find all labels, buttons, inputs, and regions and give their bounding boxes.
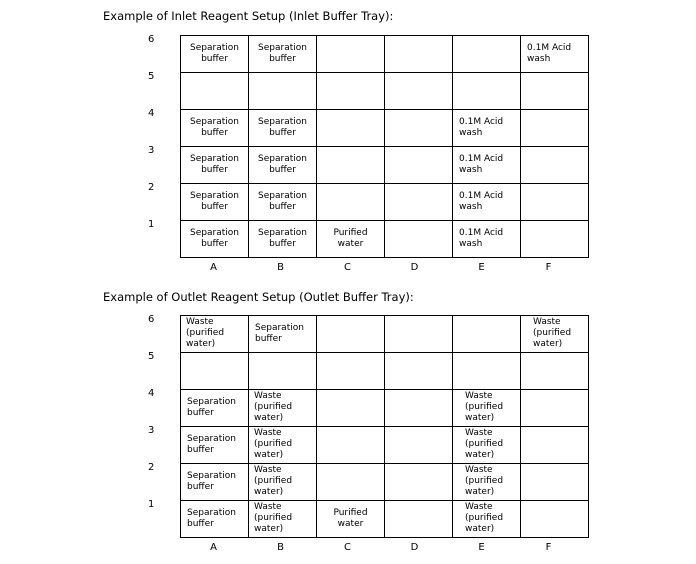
- cell-content: [181, 110, 248, 146]
- outlet-column-label: F: [545, 542, 552, 553]
- cell-content: [453, 464, 520, 501]
- cell-text: Waste (purified water): [254, 501, 293, 534]
- cell-text: Separation buffer: [190, 154, 239, 175]
- cell-content: [453, 221, 520, 257]
- cell-content: [453, 390, 520, 427]
- inlet-cell-a6: [181, 36, 249, 73]
- cell-content: [181, 501, 248, 537]
- inlet-cell-d4: [385, 110, 453, 147]
- cell-content: [249, 221, 316, 257]
- cell-content: [317, 353, 384, 389]
- cell-content: [181, 427, 248, 463]
- inlet-cell-a2: [181, 184, 249, 221]
- outlet-cell-c4: [317, 390, 385, 427]
- outlet-cell-c3: [317, 427, 385, 464]
- outlet-grid-row: [181, 501, 589, 538]
- outlet-row-labels: [148, 315, 158, 537]
- outlet-row-label: 1: [148, 499, 155, 510]
- inlet-cell-d3: [385, 147, 453, 184]
- inlet-cell-c4: [317, 110, 385, 147]
- inlet-cell-a3: [181, 147, 249, 184]
- cell-content: [181, 73, 248, 109]
- inlet-cell-d1: [385, 221, 453, 258]
- cell-text: Purified water: [333, 508, 368, 529]
- outlet-cell-d4: [385, 390, 453, 427]
- outlet-row-label: 4: [148, 388, 155, 399]
- outlet-cell-a2: [181, 464, 249, 501]
- outlet-column-label: C: [344, 542, 351, 553]
- cell-text: Separation buffer: [258, 43, 307, 64]
- cell-content: [521, 390, 588, 427]
- inlet-cell-b1: [249, 221, 317, 258]
- cell-content: [453, 427, 520, 464]
- outlet-column-label: D: [410, 542, 419, 553]
- inlet-cell-e5: [453, 73, 521, 110]
- inlet-cell-c1: [317, 221, 385, 258]
- cell-content: [181, 36, 248, 72]
- inlet-cell-f4: [521, 110, 589, 147]
- outlet-cell-e4: [453, 390, 521, 427]
- inlet-grid-row: [181, 147, 589, 184]
- inlet-cell-b6: [249, 36, 317, 73]
- cell-content: [181, 464, 248, 500]
- inlet-row-label: 6: [148, 34, 155, 45]
- outlet-cell-f6: [521, 316, 589, 353]
- cell-content: [317, 221, 384, 257]
- inlet-grid-row: [181, 221, 589, 258]
- cell-text: Waste (purified water): [465, 390, 504, 423]
- cell-content: [181, 353, 248, 389]
- inlet-row-label: 4: [148, 108, 155, 119]
- cell-text: Separation buffer: [190, 43, 239, 64]
- cell-text: Waste (purified water): [465, 501, 504, 534]
- cell-content: [317, 464, 384, 500]
- cell-content: [249, 427, 316, 464]
- cell-content: [181, 147, 248, 183]
- inlet-cell-e4: [453, 110, 521, 147]
- cell-text: Separation buffer: [190, 117, 239, 138]
- inlet-column-label: E: [478, 262, 485, 273]
- inlet-column-label: D: [410, 262, 419, 273]
- inlet-column-label: A: [210, 262, 217, 273]
- inlet-column-label: C: [344, 262, 351, 273]
- cell-text: Separation buffer: [187, 471, 236, 492]
- inlet-cell-c5: [317, 73, 385, 110]
- cell-text: 0.1M Acid wash: [459, 154, 504, 175]
- outlet-cell-c5: [317, 353, 385, 390]
- outlet-cell-f3: [521, 427, 589, 464]
- cell-content: [521, 36, 588, 72]
- outlet-cell-b2: [249, 464, 317, 501]
- outlet-grid-table: [180, 315, 589, 538]
- outlet-cell-a3: [181, 427, 249, 464]
- cell-content: [453, 36, 520, 72]
- inlet-cell-e2: [453, 184, 521, 221]
- outlet-cell-c2: [317, 464, 385, 501]
- inlet-grid-table: [180, 35, 589, 258]
- cell-text: Separation buffer: [258, 191, 307, 212]
- outlet-cell-d3: [385, 427, 453, 464]
- outlet-cell-f5: [521, 353, 589, 390]
- inlet-cell-c2: [317, 184, 385, 221]
- outlet-cell-b6: [249, 316, 317, 353]
- outlet-cell-f4: [521, 390, 589, 427]
- cell-text: Waste (purified water): [533, 316, 572, 349]
- inlet-grid-row: [181, 110, 589, 147]
- inlet-cell-f3: [521, 147, 589, 184]
- inlet-row-label: 5: [148, 71, 155, 82]
- cell-content: [249, 184, 316, 220]
- cell-content: [521, 464, 588, 501]
- inlet-row-label: 1: [148, 219, 155, 230]
- inlet-cell-c6: [317, 36, 385, 73]
- cell-content: [249, 316, 316, 352]
- cell-text: Waste (purified water): [254, 427, 293, 460]
- inlet-cell-f2: [521, 184, 589, 221]
- cell-content: [249, 110, 316, 146]
- cell-content: [181, 221, 248, 257]
- inlet-cell-b5: [249, 73, 317, 110]
- inlet-cell-b3: [249, 147, 317, 184]
- inlet-column-label: B: [277, 262, 284, 273]
- outlet-column-label: A: [210, 542, 217, 553]
- cell-content: [317, 147, 384, 183]
- outlet-cell-a1: [181, 501, 249, 538]
- cell-content: [521, 316, 588, 353]
- cell-text: 0.1M Acid wash: [459, 191, 504, 212]
- cell-content: [249, 501, 316, 538]
- cell-content: [385, 427, 452, 463]
- cell-content: [317, 316, 384, 352]
- cell-content: [385, 390, 452, 426]
- cell-content: [385, 147, 452, 183]
- outlet-cell-e1: [453, 501, 521, 538]
- inlet-grid-row: [181, 184, 589, 221]
- outlet-cell-a5: [181, 353, 249, 390]
- cell-content: [249, 147, 316, 183]
- cell-content: [317, 73, 384, 109]
- cell-content: [521, 73, 588, 109]
- outlet-cell-e2: [453, 464, 521, 501]
- cell-text: Waste (purified water): [254, 390, 293, 423]
- outlet-column-label: E: [478, 542, 485, 553]
- outlet-cell-d1: [385, 501, 453, 538]
- outlet-cell-d6: [385, 316, 453, 353]
- inlet-cell-e6: [453, 36, 521, 73]
- cell-text: Separation buffer: [190, 191, 239, 212]
- outlet-cell-f2: [521, 464, 589, 501]
- cell-content: [385, 464, 452, 500]
- cell-content: [385, 353, 452, 389]
- outlet-cell-b4: [249, 390, 317, 427]
- cell-text: Separation buffer: [258, 117, 307, 138]
- cell-text: Separation buffer: [190, 228, 239, 249]
- outlet-row-label: 3: [148, 425, 155, 436]
- cell-content: [181, 184, 248, 220]
- outlet-grid-row: [181, 353, 589, 390]
- inlet-grid-row: [181, 73, 589, 110]
- cell-content: [521, 221, 588, 257]
- outlet-row-label: 5: [148, 351, 155, 362]
- inlet-column-label: F: [545, 262, 552, 273]
- cell-content: [317, 110, 384, 146]
- cell-text: Waste (purified water): [465, 464, 504, 497]
- cell-content: [385, 36, 452, 72]
- cell-text: Waste (purified water): [186, 316, 225, 349]
- cell-content: [521, 147, 588, 183]
- cell-content: [385, 316, 452, 352]
- inlet-grid-row: [181, 36, 589, 73]
- inlet-cell-d2: [385, 184, 453, 221]
- outlet-column-labels: [180, 542, 582, 553]
- outlet-cell-e5: [453, 353, 521, 390]
- outlet-cell-f1: [521, 501, 589, 538]
- cell-text: Separation buffer: [258, 228, 307, 249]
- cell-content: [521, 353, 588, 390]
- outlet-grid-row: [181, 427, 589, 464]
- inlet-cell-b4: [249, 110, 317, 147]
- cell-text: 0.1M Acid wash: [527, 43, 572, 64]
- cell-content: [181, 316, 248, 353]
- cell-content: [385, 184, 452, 220]
- cell-content: [453, 353, 520, 390]
- inlet-cell-a5: [181, 73, 249, 110]
- outlet-cell-d2: [385, 464, 453, 501]
- cell-content: [317, 390, 384, 426]
- cell-content: [385, 221, 452, 257]
- inlet-cell-a1: [181, 221, 249, 258]
- inlet-cell-d5: [385, 73, 453, 110]
- cell-content: [249, 73, 316, 109]
- cell-content: [249, 353, 316, 390]
- outlet-cell-c1: [317, 501, 385, 538]
- cell-content: [317, 501, 384, 537]
- outlet-grid-row: [181, 464, 589, 501]
- inlet-cell-e3: [453, 147, 521, 184]
- cell-content: [453, 316, 520, 353]
- cell-content: [453, 501, 520, 538]
- cell-content: [453, 73, 520, 109]
- outlet-cell-c6: [317, 316, 385, 353]
- outlet-cell-b3: [249, 427, 317, 464]
- cell-content: [521, 110, 588, 146]
- outlet-buffer-tray-grid: [180, 315, 582, 538]
- outlet-row-label: 2: [148, 462, 155, 473]
- inlet-cell-f5: [521, 73, 589, 110]
- outlet-cell-a6: [181, 316, 249, 353]
- cell-text: Purified water: [333, 228, 368, 249]
- cell-text: 0.1M Acid wash: [459, 228, 504, 249]
- inlet-buffer-tray-grid: [180, 35, 582, 258]
- inlet-cell-f1: [521, 221, 589, 258]
- inlet-cell-f6: [521, 36, 589, 73]
- outlet-tray-title: Example of Outlet Reagent Setup (Outlet Buffer Tray):: [103, 290, 414, 304]
- cell-content: [521, 501, 588, 538]
- cell-content: [453, 184, 520, 220]
- cell-content: [249, 464, 316, 501]
- cell-content: [249, 390, 316, 427]
- inlet-tray-title: Example of Inlet Reagent Setup (Inlet Buffer Tray):: [103, 9, 394, 23]
- cell-content: [317, 184, 384, 220]
- inlet-cell-a4: [181, 110, 249, 147]
- cell-content: [317, 36, 384, 72]
- inlet-cell-d6: [385, 36, 453, 73]
- cell-content: [385, 501, 452, 537]
- outlet-cell-a4: [181, 390, 249, 427]
- cell-content: [453, 110, 520, 146]
- outlet-row-label: 6: [148, 314, 155, 325]
- cell-text: Separation buffer: [255, 323, 304, 344]
- outlet-cell-e6: [453, 316, 521, 353]
- cell-content: [521, 184, 588, 220]
- cell-content: [249, 36, 316, 72]
- cell-text: Separation buffer: [187, 397, 236, 418]
- inlet-cell-b2: [249, 184, 317, 221]
- cell-content: [317, 427, 384, 463]
- inlet-row-labels: [148, 35, 158, 257]
- outlet-grid-row: [181, 316, 589, 353]
- cell-text: Separation buffer: [258, 154, 307, 175]
- cell-text: 0.1M Acid wash: [459, 117, 504, 138]
- cell-text: Separation buffer: [187, 508, 236, 529]
- outlet-cell-e3: [453, 427, 521, 464]
- outlet-cell-d5: [385, 353, 453, 390]
- outlet-cell-b1: [249, 501, 317, 538]
- inlet-row-label: 2: [148, 182, 155, 193]
- cell-text: Waste (purified water): [254, 464, 293, 497]
- cell-content: [181, 390, 248, 426]
- outlet-column-label: B: [277, 542, 284, 553]
- inlet-row-label: 3: [148, 145, 155, 156]
- cell-content: [385, 73, 452, 109]
- cell-text: Waste (purified water): [465, 427, 504, 460]
- inlet-cell-c3: [317, 147, 385, 184]
- inlet-column-labels: [180, 262, 582, 273]
- cell-content: [385, 110, 452, 146]
- outlet-grid-row: [181, 390, 589, 427]
- cell-content: [521, 427, 588, 464]
- outlet-cell-b5: [249, 353, 317, 390]
- cell-text: Separation buffer: [187, 434, 236, 455]
- inlet-cell-e1: [453, 221, 521, 258]
- cell-content: [453, 147, 520, 183]
